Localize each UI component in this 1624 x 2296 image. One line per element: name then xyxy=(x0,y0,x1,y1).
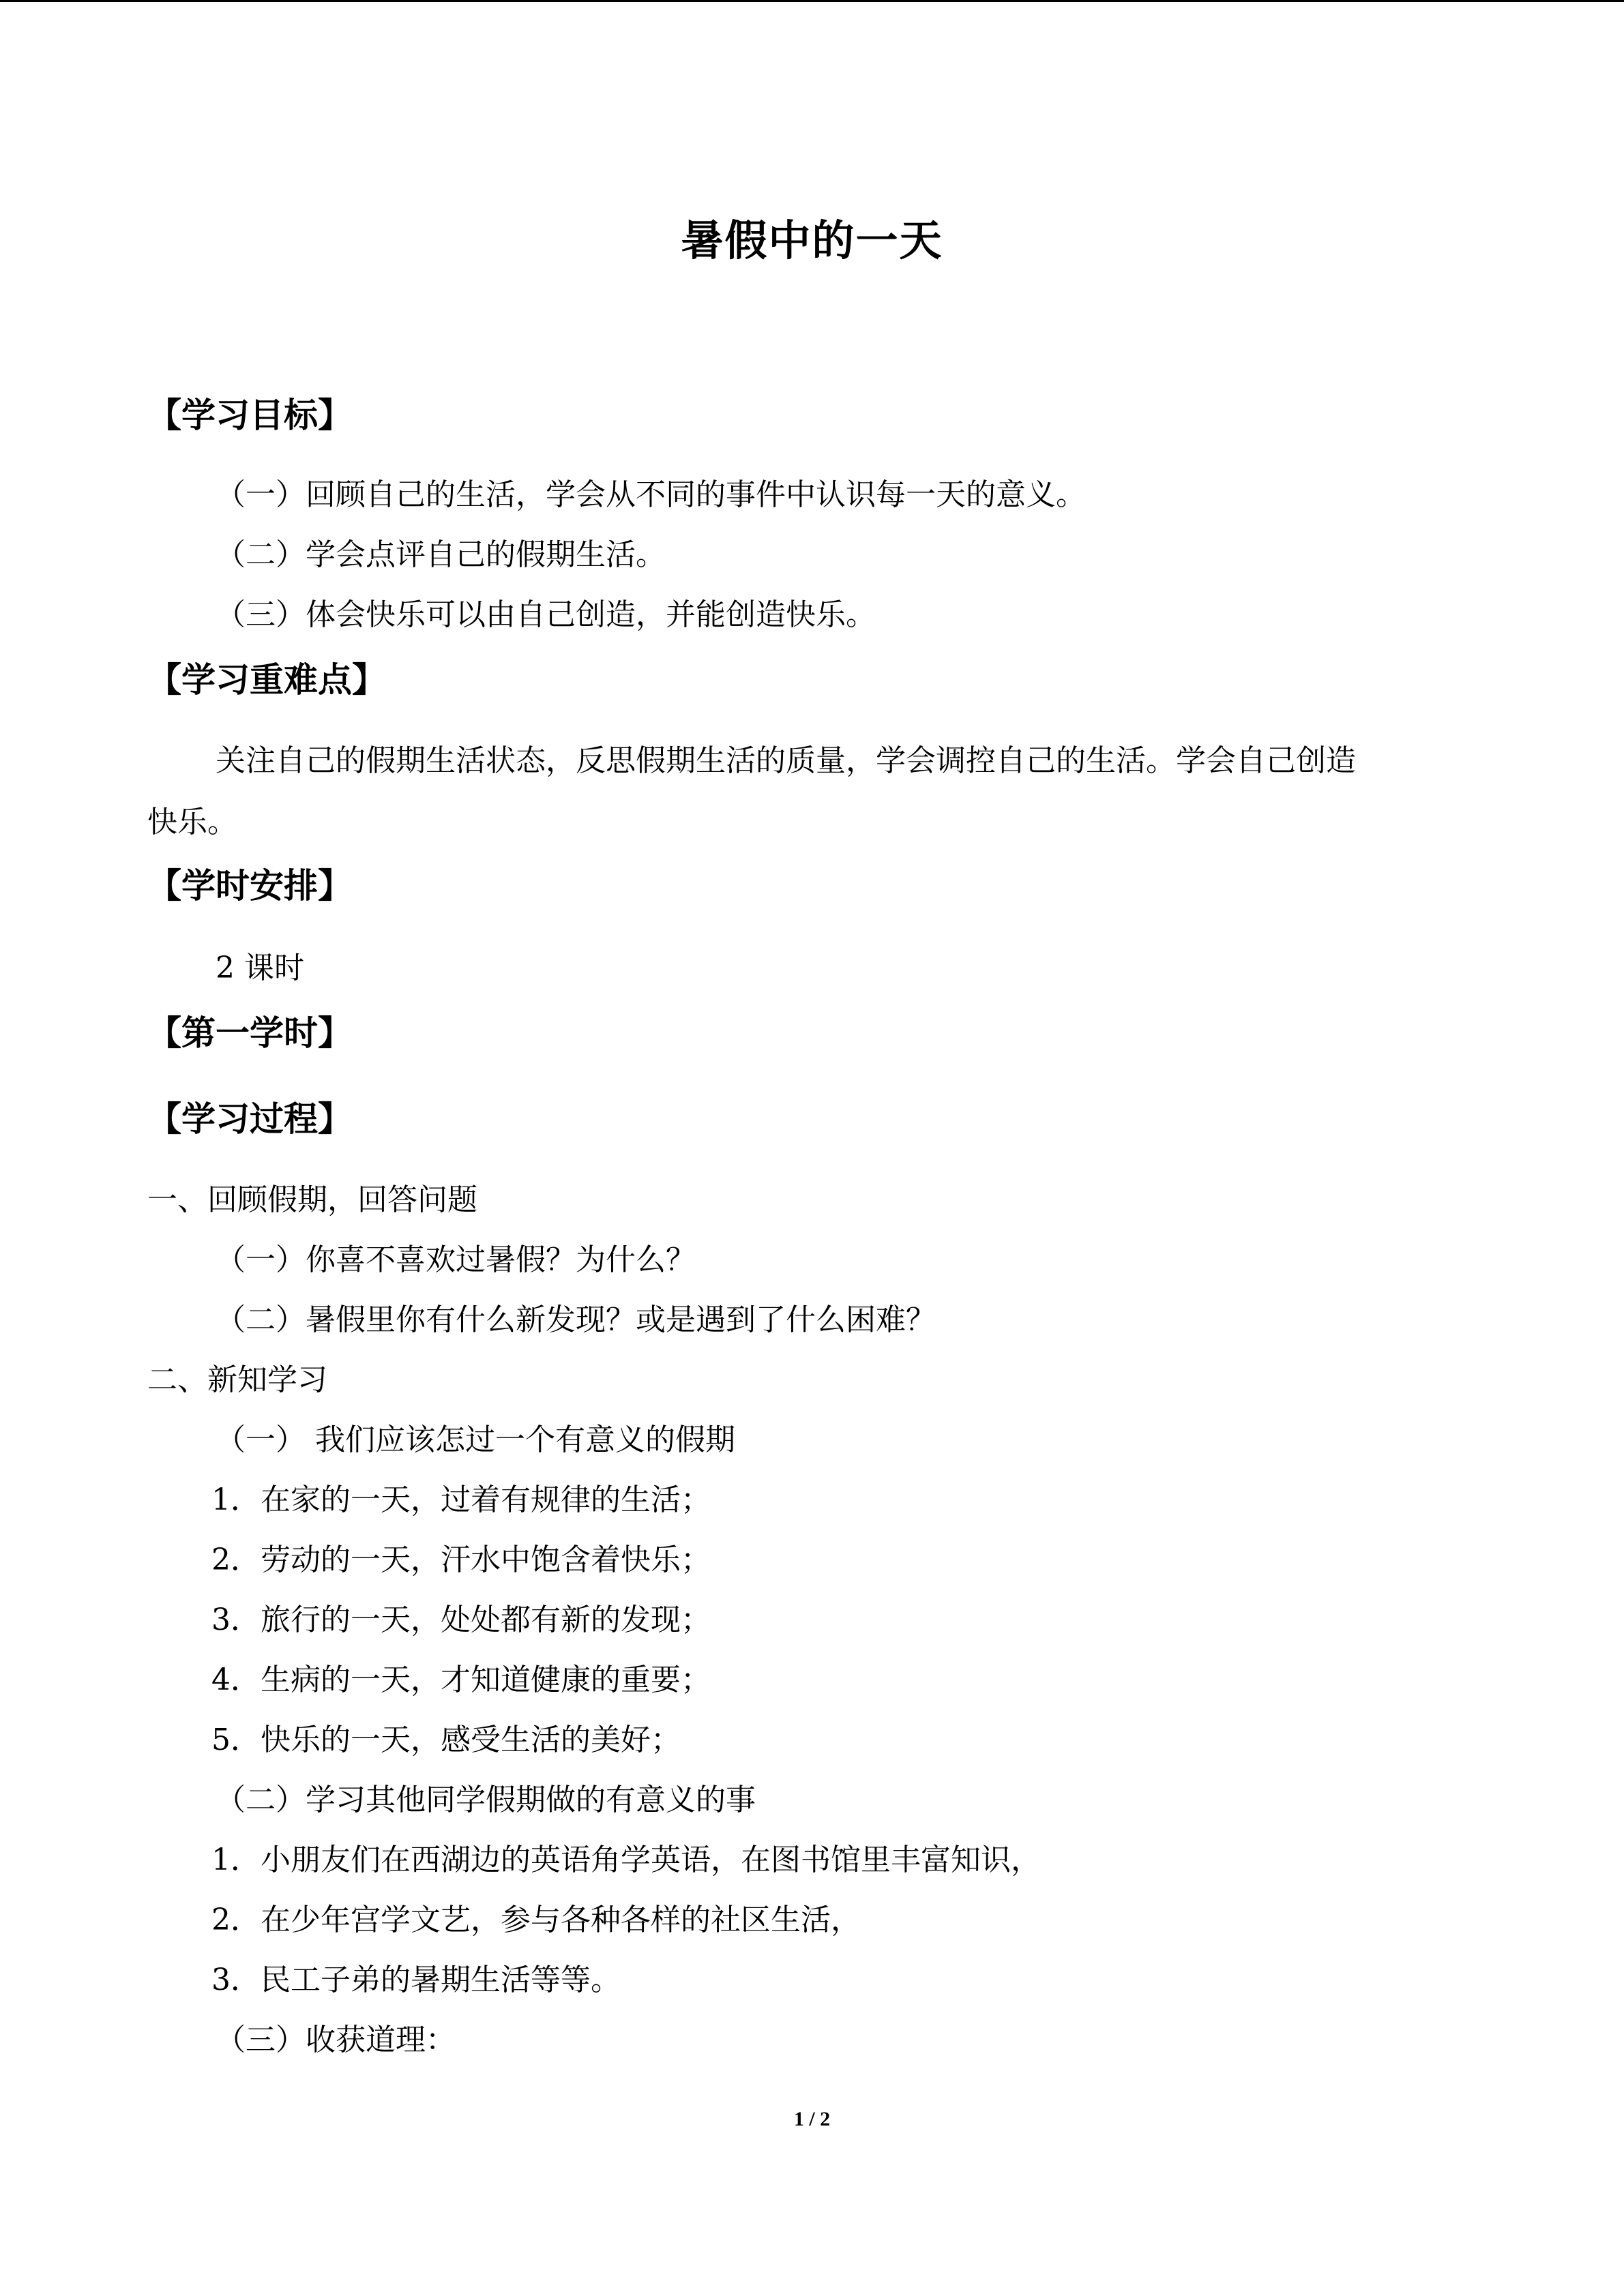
objective-item: （一）回顾自己的生活，学会从不同的事件中认识每一天的意义。 xyxy=(216,477,1086,512)
objective-item: （三）体会快乐可以由自己创造，并能创造快乐。 xyxy=(216,597,876,632)
schedule-heading: 【学时安排】 xyxy=(147,866,352,906)
subsection-title: （二）学习其他同学假期做的有意义的事 xyxy=(216,1783,756,1817)
subsection-title: （三）收获道理： xyxy=(216,2023,456,2057)
page-title: 暑假中的一天 xyxy=(681,215,943,265)
list-item: 3．旅行的一天，处处都有新的发现； xyxy=(211,1602,711,1637)
list-item: 1．小朋友们在西湖边的英语角学英语，在图书馆里丰富知识， xyxy=(211,1843,1041,1877)
process-heading: 【学习过程】 xyxy=(147,1099,352,1139)
schedule-text: 2 课时 xyxy=(216,951,304,985)
list-item: 2．劳动的一天，汗水中饱含着快乐； xyxy=(211,1542,711,1577)
question-item: （二）暑假里你有什么新发现？或是遇到了什么困难？ xyxy=(216,1302,936,1337)
key-points-heading: 【学习重难点】 xyxy=(147,660,386,700)
objectives-heading: 【学习目标】 xyxy=(147,396,352,435)
page-number: 1 / 2 xyxy=(793,2108,831,2130)
list-item: 4．生病的一天，才知道健康的重要； xyxy=(211,1663,711,1697)
list-item: 2．在少年宫学文艺，参与各种各样的社区生活， xyxy=(211,1903,861,1937)
process-part-title: 一、回顾假期，回答问题 xyxy=(147,1182,477,1217)
key-points-text-line: 快乐。 xyxy=(147,805,237,839)
list-item: 3．民工子弟的暑期生活等等。 xyxy=(211,1963,621,1997)
list-item: 5．快乐的一天，感受生活的美好； xyxy=(211,1723,681,1757)
list-item: 1．在家的一天，过着有规律的生活； xyxy=(211,1482,711,1517)
objective-item: （二）学会点评自己的假期生活。 xyxy=(216,537,666,572)
first-period-heading: 【第一学时】 xyxy=(147,1013,352,1053)
question-item: （一）你喜不喜欢过暑假？为什么？ xyxy=(216,1242,696,1277)
process-part-title: 二、新知学习 xyxy=(147,1362,327,1397)
subsection-title: （一） 我们应该怎过一个有意义的假期 xyxy=(216,1422,735,1457)
key-points-text-line: 关注自己的假期生活状态，反思假期生活的质量，学会调控自己的生活。学会自己创造 xyxy=(216,743,1356,778)
